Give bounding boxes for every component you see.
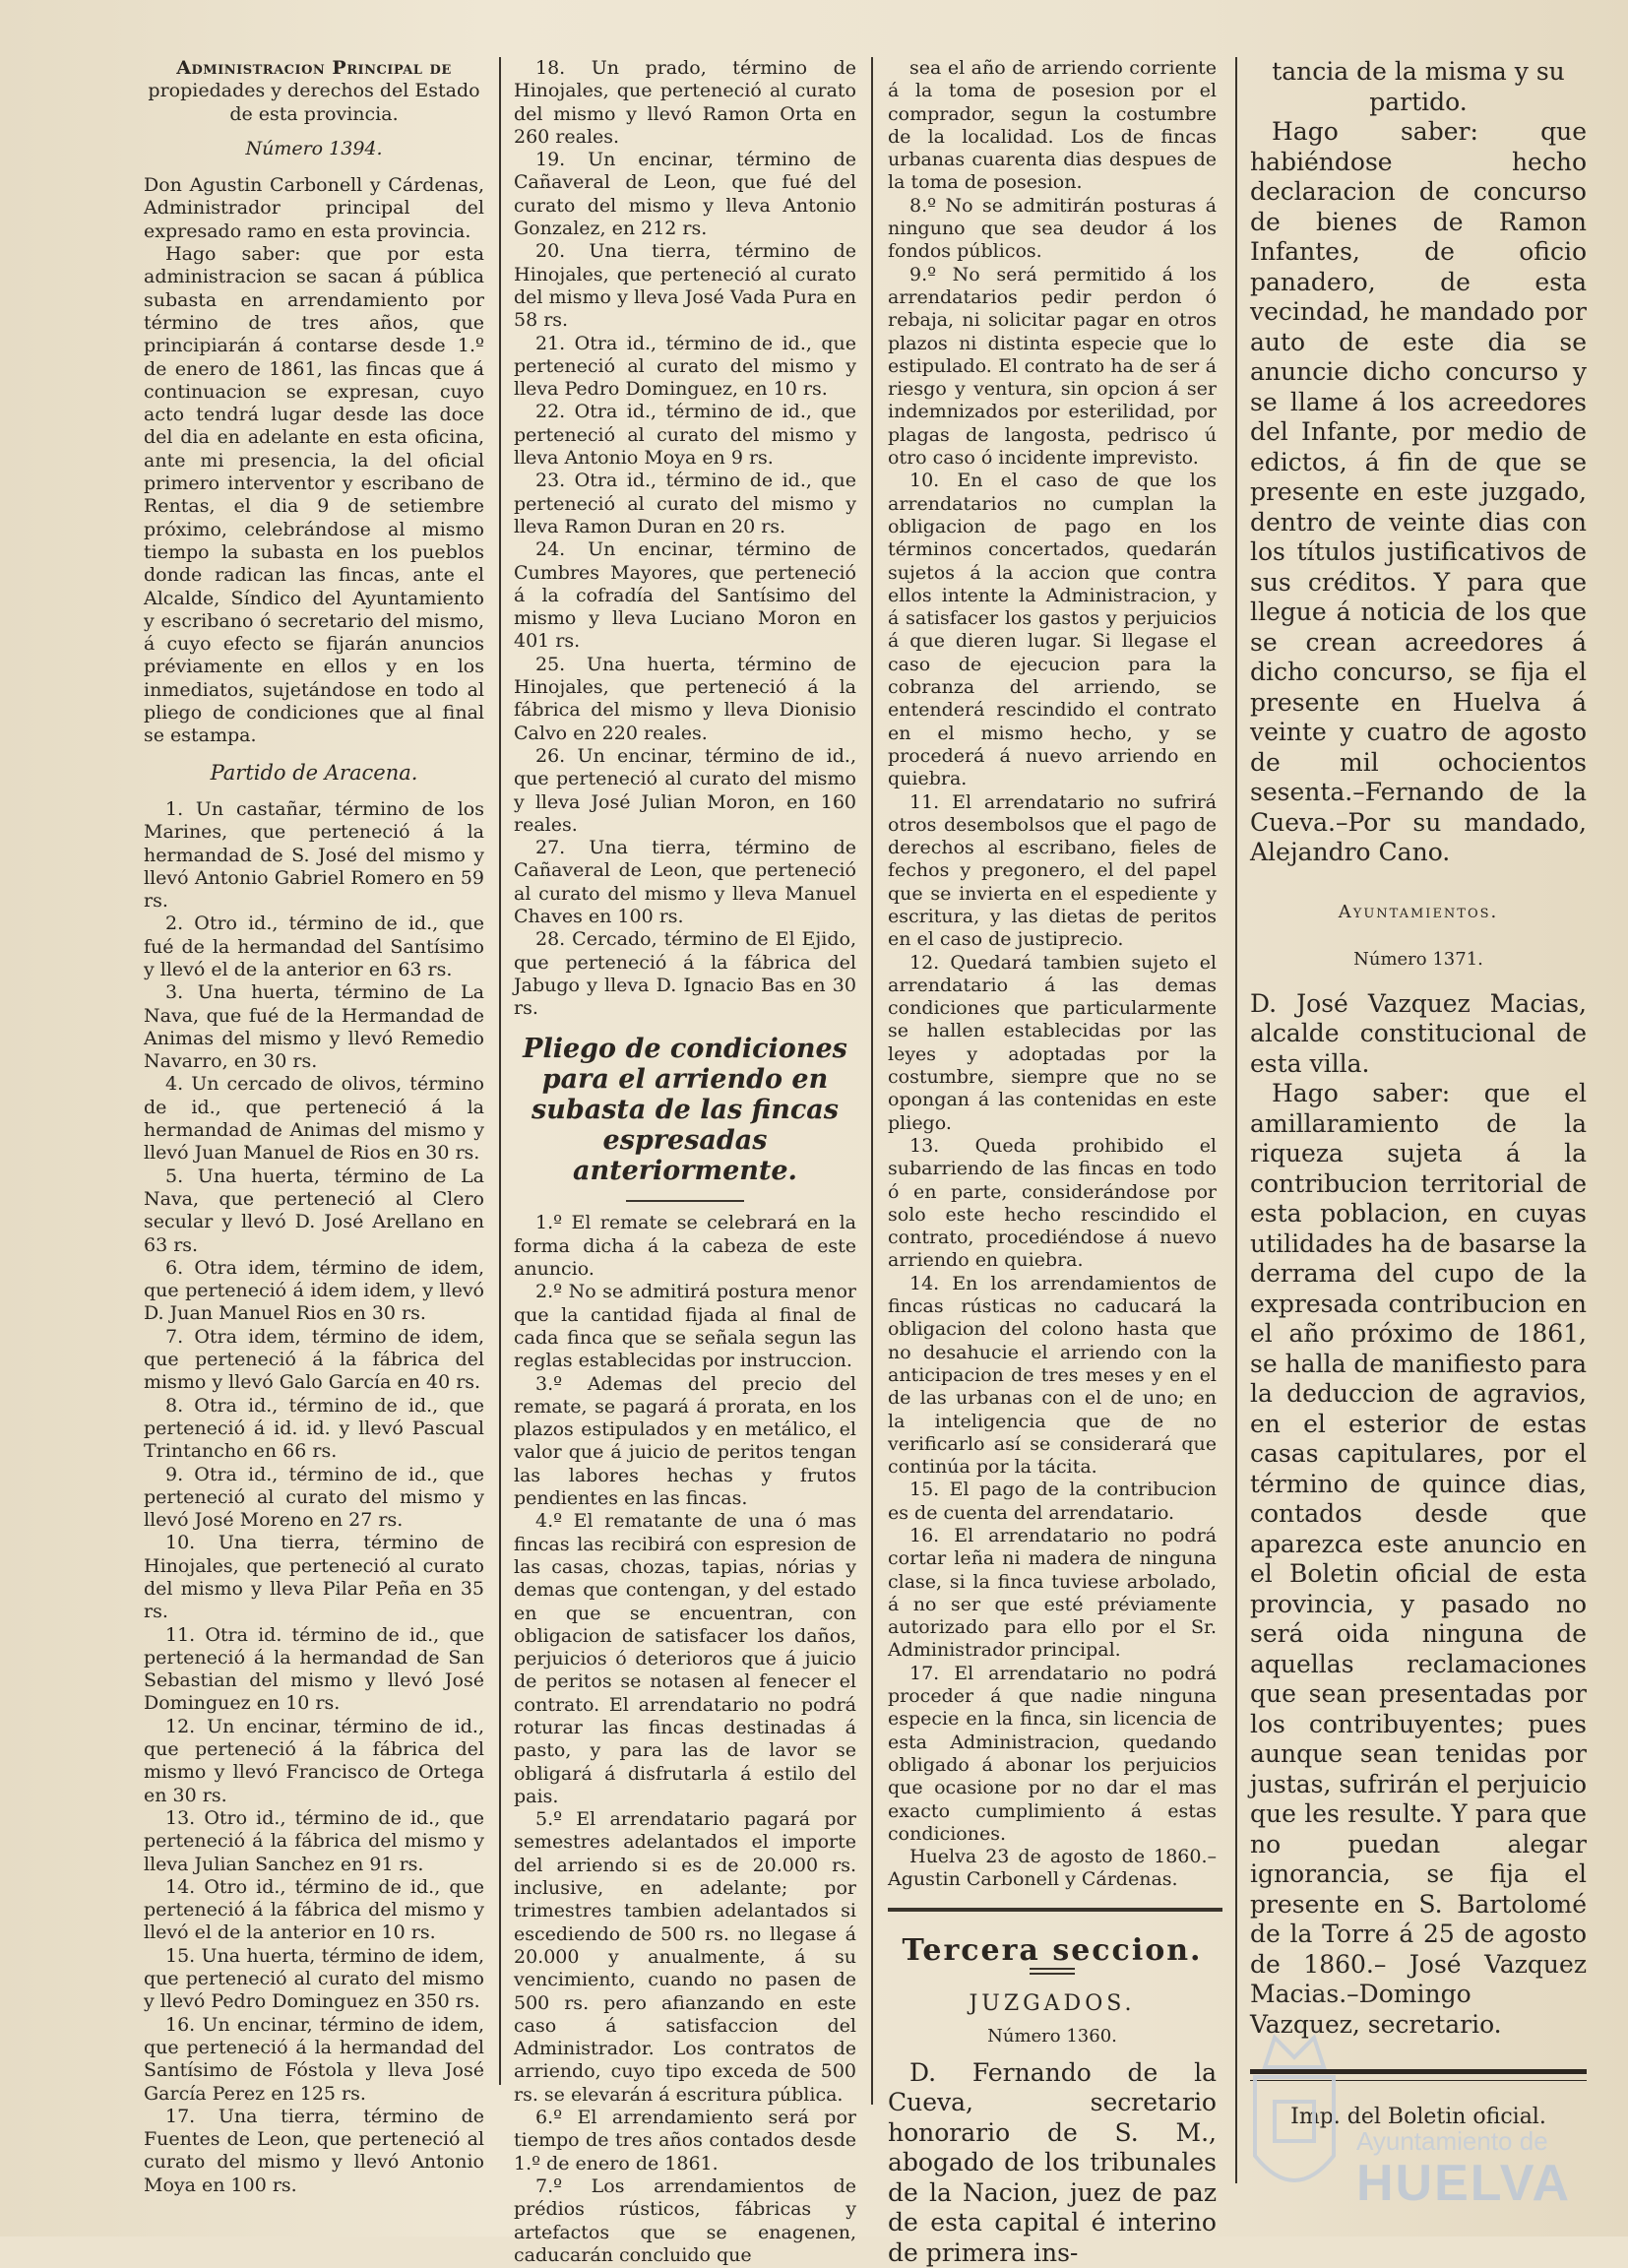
- condition-item: 4.º El rematante de una ó mas fincas las recibirá con espresion de las casas, chozas, tapias, nórias y demas que contengan, y del estado en que se encuentran, con obligacion de satisfacer los daños, perjuicios ó deterioros que á juicio de peritos se notasen al fenecer el contrato. El arrendatario no podrá roturar las fincas destinadas á pasto, y para las de lavor se obligará á disfrutarla á estilo del pais.: [514, 1510, 856, 1807]
- double-rule: [1030, 1968, 1075, 1975]
- property-list: [514, 57, 856, 1020]
- list-item: 6. Otra idem, término de idem, que perteneció á idem idem, y llevó D. Juan Manuel Rios en 30 rs.: [144, 1256, 484, 1325]
- conditions-title: Pliego de condiciones para el arriendo en subasta de las fincas espresadas anteriormente.: [523, 1034, 847, 1187]
- continued-text: tancia de la misma y su partido.: [1272, 57, 1565, 116]
- list-item: 5. Una huerta, término de La Nava, que perteneció al Clero secular y llevó D. José Arellano en 63 rs.: [144, 1165, 484, 1256]
- list-item: 14. Otro id., término de id., que perteneció á la fábrica del mismo y llevó el de la anterior en 10 rs.: [144, 1875, 484, 1944]
- condition-item: 5.º El arrendatario pagará por semestres adelantados el importe del arriendo si es de 20.000 rs. inclusive, en adelante; por trimestres tambien adelantados si escediendo de 500 rs. no llegase á 20.000 y anualmente, á su vencimiento, cuando no pasen de 500 rs. pero afianzando en este caso á satisfaccion del Administrador. Los contratos de arriendo, cuyo tipo exceda de 500 rs. se elevarán á escritura pública.: [514, 1808, 856, 2106]
- condition-item: 11. El arrendatario no sufrirá otros desembolsos que el pago de derechos al escribano, fieles de fechos y pregonero, el del papel que se invierta en el espediente y escritura, y las dietas de peritos en el caso de justiprecio.: [888, 790, 1217, 951]
- condition-item: 10. En el caso de que los arrendatarios no cumplan la obligacion de pago en los términos concertados, quedarán sujetos á la accion que contra ellos intente la Administracion, y á satisfacer los gastos y perjuicios á que dieren lugar. Si llegase el caso de ejecucion para la cobranza del arriendo, se entenderá rescindido el contrato en el mismo hecho, y se procederá á nuevo arriendo en quiebra.: [888, 470, 1217, 790]
- list-item: 27. Una tierra, término de Cañaveral de Leon, que perteneció al curato del mismo y lleva Manuel Chaves en 100 rs.: [514, 837, 856, 927]
- list-item: 10. Una tierra, término de Hinojales, que perteneció al curato del mismo y lleva Pilar Peña en 35 rs.: [144, 1532, 484, 1623]
- column-divider: [499, 57, 501, 2085]
- section-header: Administracion Principal de: [176, 57, 452, 79]
- list-item: 15. Una huerta, término de idem, que perteneció al curato del mismo y llevó Pedro Dominguez en 350 rs.: [144, 1944, 484, 2013]
- condition-item: 13. Queda prohibido el subarriendo de las fincas en todo ó en parte, considerándose por solo este hecho rescindido el contrato, procediéndose á nuevo arriendo en quiebra.: [888, 1134, 1217, 1272]
- condition-item: 2.º No se admitirá postura menor que la cantidad fijada al final de cada finca que se señala segun las reglas establecidas por instruccion.: [514, 1281, 856, 1372]
- column-divider: [871, 57, 873, 2105]
- section-title: Tercera seccion.: [902, 1932, 1203, 1968]
- list-item: 16. Un encinar, término de idem, que perteneció á la hermandad del Santísimo de Fóstola y lleva José García Perez en 125 rs.: [144, 2013, 484, 2105]
- notice-intro: D. José Vazquez Macias, alcalde constitucional de esta villa.: [1250, 988, 1587, 1078]
- column-2: [514, 57, 856, 2267]
- list-item: 25. Una huerta, término de Hinojales, que perteneció á la fábrica del mismo y lleva Dionisio Calvo en 220 reales.: [514, 653, 856, 744]
- notice-number: Número 1394.: [245, 137, 383, 159]
- divider: [626, 1200, 744, 1202]
- list-item: 22. Otra id., término de id., que perteneció al curato del mismo y lleva Antonio Moya en 9 rs.: [514, 401, 856, 470]
- list-item: 1. Un castañar, término de los Marines, que perteneció á la hermandad de S. José del mismo y llevó Antonio Gabriel Romero en 59 rs.: [144, 797, 484, 913]
- list-item: 13. Otro id., término de id., que perteneció á la fábrica del mismo y lleva Julian Sanchez en 91 rs.: [144, 1806, 484, 1875]
- list-item: 9. Otra id., término de id., que perteneció al curato del mismo y llevó José Moreno en 27 rs.: [144, 1463, 484, 1532]
- condition-item: 16. El arrendatario no podrá cortar leña ni madera de ninguna clase, si la finca tuviese arbolado, á no ser que esté préviamente autorizado para ello por el Sr. Administrador principal.: [888, 1525, 1217, 1662]
- condition-item: 1.º El remate se celebrará en la forma dicha á la cabeza de este anuncio.: [514, 1212, 856, 1281]
- notice-number: Número 1371.: [1353, 949, 1483, 970]
- condition-item: 9.º No será permitido á los arrendatarios pedir perdon ó rebaja, ni solicitar pagar en otros plazos ni distinta especie que lo estipulado. El contrato ha de ser á riesgo y ventura, sin opcion á ser indemnizados por esterilidad, por plagas de langosta, pedrisco ú otro caso ó incidente imprevisto.: [888, 263, 1217, 470]
- notice-intro: Don Agustin Carbonell y Cárdenas, Administrador principal del expresado ramo en esta provincia.: [144, 174, 484, 242]
- list-item: 23. Otra id., término de id., que perteneció al curato del mismo y lleva Ramon Duran en 20 rs.: [514, 470, 856, 537]
- notice-body: Hago saber: que el amillaramiento de la riqueza sujeta á la contribucion territorial de esta poblacion, en cuyas utilidades ha de basarse la derrama del cupo de la expresada contribucion en el año próximo de 1861, se halla de manifiesto para la deduccion de agravios, en el esterior de estas casas capitulares, por el término de quince dias, contados desde que aparezca este anuncio en el Boletin oficial de esta provincia, y pasado no será oida ninguna de aquellas reclamaciones que sean presentadas por los contribuyentes; pues aunque sean tenidas por justas, sufrirán el perjuicio que les resulte. Y para que no puedan alegar ignorancia, se fija el presente en S. Bartolomé de la Torre á 25 de agosto de 1860.– José Vazquez Macias.–Domingo Vazquez, secretario.: [1250, 1079, 1587, 2039]
- divider: [888, 1908, 1222, 1912]
- list-item: 18. Un prado, término de Hinojales, que perteneció al curato del mismo y llevó Ramon Orta en 260 reales.: [514, 57, 856, 148]
- list-item: 2. Otro id., término de id., que fué de la hermandad del Santísimo y llevó el de la anterior en 63 rs.: [144, 913, 484, 980]
- notice-number: Número 1360.: [987, 2026, 1117, 2048]
- column-divider: [1235, 57, 1237, 2183]
- list-item: 12. Un encinar, término de id., que perteneció á la fábrica del mismo y llevó Francisco de Ortega en 30 rs.: [144, 1715, 484, 1806]
- condition-item: 17. El arrendatario no podrá proceder á que nadie ninguna especie en la finca, sin licencia de esta Administracion, quedando obligado á abonar los perjuicios que ocasione por no dar el mas exacto cumplimiento á estas condiciones.: [888, 1662, 1217, 1845]
- conditions-list: [888, 57, 1217, 1846]
- section-subheader: propiedades y derechos del Estado de esta provincia.: [148, 80, 480, 125]
- list-item: 20. Una tierra, término de Hinojales, que perteneció al curato del mismo y lleva José Vada Pura en 58 rs.: [514, 240, 856, 332]
- conditions-list: [514, 1212, 856, 2267]
- date-signature: Huelva 23 de agosto de 1860.– Agustin Carbonell y Cárdenas.: [888, 1846, 1217, 1891]
- notice-body: D. Fernando de la Cueva, secretario honorario de S. M., abogado de los tribunales de la Nacion, juez de paz de esta capital é interino de primera ins-: [888, 2057, 1217, 2267]
- juzgados-heading: JUZGADOS.: [969, 1991, 1136, 2017]
- watermark-text: Ayuntamiento de: [1356, 2126, 1548, 2156]
- property-list: [144, 798, 484, 2197]
- list-item: 28. Cercado, término de El Ejido, que perteneció á la fábrica del Jabugo y lleva D. Ignacio Bas en 30 rs.: [514, 928, 856, 1020]
- condition-item: 6.º El arrendamiento será por tiempo de tres años contados desde 1.º de enero de 1861.: [514, 2107, 856, 2174]
- condition-item: 14. En los arrendamientos de fincas rústicas no caducará la obligacion del colono hasta que no desahucie el arriendo con la anticipacion de tres meses y en el de las urbanas con el de uno; en la inteligencia que de no verificarlo así se considerará que continúa por la tácita.: [888, 1272, 1217, 1479]
- list-item: 24. Un encinar, término de Cumbres Mayores, que perteneció á la cofradía del Santísimo del mismo y lleva Luciano Moron en 401 rs.: [514, 538, 856, 653]
- condition-item: 8.º No se admitirán posturas á ninguno que sea deudor á los fondos públicos.: [888, 194, 1217, 263]
- list-item: 7. Otra idem, término de idem, que perteneció á la fábrica del mismo y llevó Galo García en 40 rs.: [144, 1325, 484, 1394]
- printer-imprint: Imp. del Boletin oficial.: [1290, 2105, 1546, 2129]
- notice-body: Hago saber: que habiéndose hecho declaracion de concurso de bienes de Ramon Infantes, de oficio panadero, de esta vecindad, he mandado por auto de este dia se anuncie dicho concurso y se llame á los acreedores del Infante, por medio de edictos, á fin de que se presente en este juzgado, dentro de veinte dias con los títulos justificativos de sus créditos. Y para que llegue á noticia de los que se crean acreedores á dicho concurso, se fija el presente en Huelva á veinte y cuatro de agosto de mil ochocientos sesenta.–Fernando de la Cueva.–Por su mandado, Alejandro Cano.: [1250, 117, 1587, 866]
- list-item: 21. Otra id., término de id., que perteneció al curato del mismo y lleva Pedro Dominguez, en 10 rs.: [514, 332, 856, 401]
- column-3: [888, 57, 1217, 2268]
- column-4: [1250, 57, 1587, 2133]
- list-item: 26. Un encinar, término de id., que perteneció al curato del mismo y lleva José Julian Moron, en 160 reales.: [514, 744, 856, 836]
- condition-item: 3.º Ademas del precio del remate, se pagará á prorata, en los plazos estipulados y en metálico, el valor que á juicio de peritos tengan las labores hechas y frutos pendientes en las fincas.: [514, 1372, 856, 1510]
- list-item: 3. Una huerta, término de La Nava, que fué de la Hermandad de Animas del mismo y llevó Remedio Navarro, en 30 rs.: [144, 981, 484, 1073]
- list-item: 17. Una tierra, término de Fuentes de Leon, que perteneció al curato del mismo y llevó Antonio Moya en 100 rs.: [144, 2105, 484, 2196]
- condition-item: 15. El pago de la contribucion es de cuenta del arrendatario.: [888, 1479, 1217, 1524]
- list-item: 19. Un encinar, término de Cañaveral de Leon, que fué del curato del mismo y lleva Antonio Gonzalez, en 212 rs.: [514, 149, 856, 240]
- partido-heading: Partido de Aracena.: [210, 760, 418, 785]
- list-item: 4. Un cercado de olivos, término de id., que perteneció á la hermandad de Animas del mismo y llevó Juan Manuel de Rios en 30 rs.: [144, 1073, 484, 1165]
- condition-item: sea el año de arriendo corriente á la toma de posesion por el comprador, segun la costumbre de la localidad. Los de fincas urbanas cuarenta dias despues de la toma de posesion.: [888, 57, 1217, 194]
- condition-item: 7.º Los arrendamientos de prédios rústicos, fábricas y artefactos que se enagenen, caducarán concluido que: [514, 2174, 856, 2266]
- watermark-city: HUELVA: [1356, 2155, 1572, 2212]
- list-item: 11. Otra id. término de id., que perteneció á la hermandad de San Sebastian del mismo y llevó José Dominguez en 10 rs.: [144, 1623, 484, 1715]
- condition-item: 12. Quedará tambien sujeto el arrendatario á las demas condiciones que particularmente se hallen establecidas por las leyes y adoptadas por la costumbre, siempre que no se opongan á las contenidas en este pliego.: [888, 951, 1217, 1134]
- list-item: 8. Otra id., término de id., que perteneció á id. id. y llevó Pascual Trintancho en 66 rs.: [144, 1394, 484, 1463]
- ayuntamientos-heading: Ayuntamientos.: [1338, 901, 1499, 922]
- column-1: [144, 57, 484, 2197]
- notice-body: Hago saber: que por esta administracion se sacan á pública subasta en arrendamiento por término de tres años, que principiarán á contarse desde 1.º de enero de 1861, las fincas que á continuacion se expresan, cuyo acto tendrá lugar desde las doce del dia en adelante en esta oficina, ante mi presencia, la del oficial primero interventor y escribano de Rentas, el dia 9 de setiembre próximo, celebrándose al mismo tiempo la subasta en los pueblos donde radican las fincas, ante el Alcalde, Síndico del Ayuntamiento y escribano ó secretario del mismo, á cuyo efecto se fijarán anuncios préviamente en ellos y en los inmediatos, sujetándose en todo al pliego de condiciones que al final se estampa.: [144, 243, 484, 747]
